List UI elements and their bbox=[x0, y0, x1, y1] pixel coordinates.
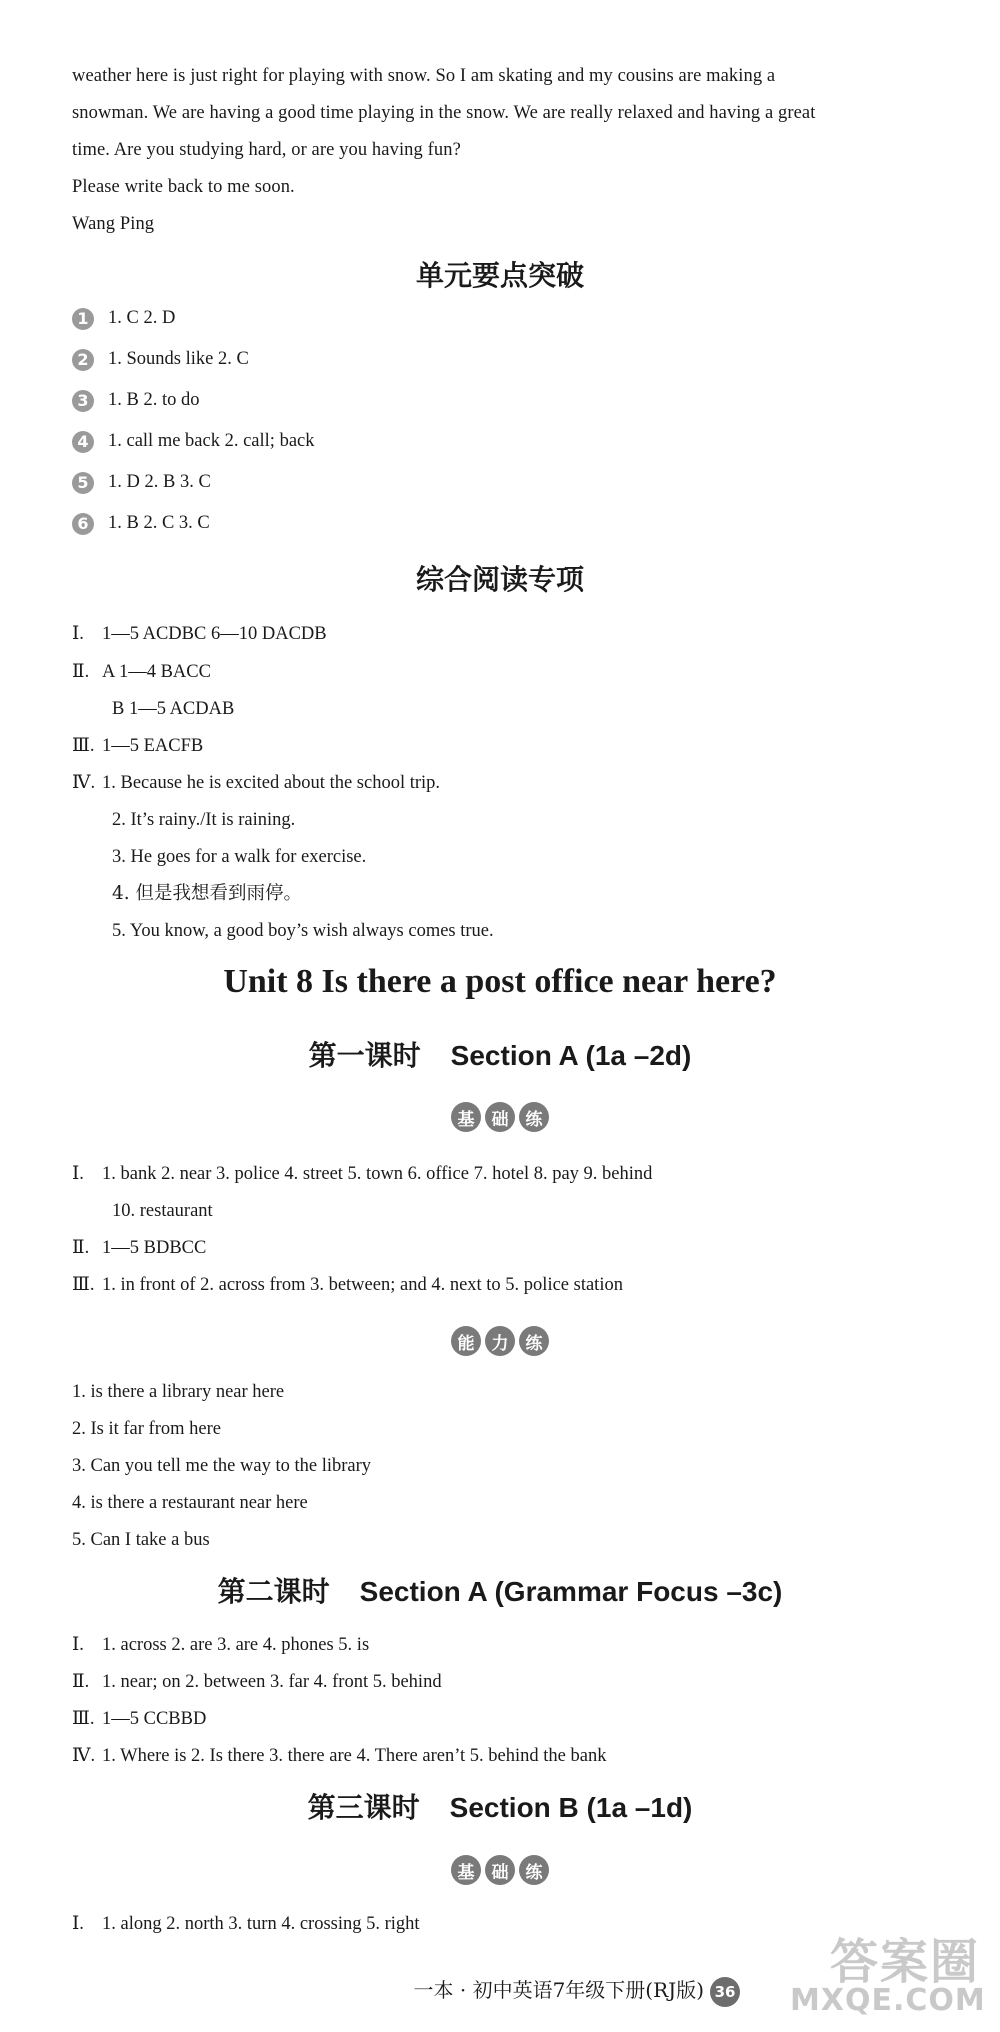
s1-basic-text: 1. bank 2. near 3. police 4. street 5. town 6. office 7. hotel 8. pay 9. behind bbox=[102, 1164, 653, 1184]
reading-line-8 bbox=[112, 882, 302, 906]
reading-text: 3. He goes for a walk for exercise. bbox=[112, 847, 367, 867]
watermark-line-2: MXQE.COM bbox=[790, 1983, 986, 2018]
reading-line-6 bbox=[112, 808, 295, 832]
roman-numeral: Ⅲ. bbox=[72, 1709, 95, 1729]
section-3-title bbox=[0, 1790, 1000, 1827]
section-1-title-en: Section A (1a –2d) bbox=[450, 1040, 692, 1071]
badge-char: 础 bbox=[485, 1102, 515, 1132]
reading-text: 1—5 ACDBC 6—10 DACDB bbox=[102, 624, 327, 644]
reading-line-5 bbox=[72, 771, 440, 795]
s1-basic-line-1 bbox=[72, 1162, 652, 1186]
intro-line-4: Please write back to me soon. bbox=[72, 177, 295, 197]
roman-numeral: Ⅰ. bbox=[72, 1914, 84, 1934]
s3-line-1 bbox=[72, 1912, 420, 1936]
unit-points-title: 单元要点突破 bbox=[415, 259, 584, 292]
unit-point-text: 1. B 2. to do bbox=[108, 390, 200, 410]
reading-line-1 bbox=[72, 622, 327, 646]
unit-point-1 bbox=[72, 306, 175, 330]
number-circle-icon: 5 bbox=[72, 472, 94, 494]
reading-text: 1—5 EACFB bbox=[102, 736, 204, 756]
badge-char: 力 bbox=[485, 1326, 515, 1356]
s2-line-1 bbox=[72, 1633, 369, 1657]
section-2-title-en: Section A (Grammar Focus –3c) bbox=[359, 1576, 783, 1607]
s2-line-2 bbox=[72, 1670, 442, 1694]
unit-title: Unit 8 Is there a post office near here? bbox=[223, 963, 777, 1000]
s2-text: 1. Where is 2. Is there 3. there are 4. There aren’t 5. behind the bank bbox=[102, 1746, 607, 1766]
s3-basic-practice-badge bbox=[0, 1855, 1000, 1885]
roman-numeral: Ⅰ. bbox=[72, 1635, 84, 1655]
basic-practice-badge bbox=[0, 1102, 1000, 1132]
s3-text: 1. along 2. north 3. turn 4. crossing 5. right bbox=[102, 1914, 420, 1934]
reading-line-4 bbox=[72, 734, 203, 758]
s1-basic-line-2 bbox=[112, 1199, 213, 1223]
s1-basic-line-3 bbox=[72, 1236, 206, 1260]
number-circle-icon: 4 bbox=[72, 431, 94, 453]
reading-line-9 bbox=[112, 919, 494, 943]
section-2-title bbox=[0, 1574, 1000, 1611]
unit-point-text: 1. call me back 2. call; back bbox=[108, 431, 315, 451]
intro-line-1: weather here is just right for playing with snow. So I am skating and my cousins are making a bbox=[72, 66, 776, 86]
badge-char: 练 bbox=[519, 1326, 549, 1356]
footer-inner bbox=[414, 1975, 740, 2007]
unit-point-text: 1. D 2. B 3. C bbox=[108, 472, 211, 492]
number-circle-icon: 2 bbox=[72, 349, 94, 371]
unit-point-text: 1. Sounds like 2. C bbox=[108, 349, 249, 369]
footer-book-title: 一本 · 初中英语7年级下册(RJ版) bbox=[413, 1978, 704, 2002]
watermark-logo bbox=[790, 1934, 986, 2030]
section-1-title-cn: 第一课时 bbox=[308, 1039, 421, 1072]
unit-point-text: 1. B 2. C 3. C bbox=[108, 513, 210, 533]
badge-char: 练 bbox=[519, 1855, 549, 1885]
badge-char: 基 bbox=[451, 1855, 481, 1885]
unit-point-5 bbox=[72, 470, 211, 494]
section-3-title-en: Section B (1a –1d) bbox=[449, 1792, 693, 1823]
reading-line-3 bbox=[112, 697, 234, 721]
unit-point-2 bbox=[72, 347, 249, 371]
reading-text: B 1—5 ACDAB bbox=[112, 699, 235, 719]
roman-numeral: Ⅲ. bbox=[72, 736, 95, 756]
unit-point-4 bbox=[72, 429, 315, 453]
s1-ability-line-3: 3. Can you tell me the way to the library bbox=[72, 1456, 372, 1476]
roman-numeral: Ⅳ. bbox=[72, 773, 96, 793]
s2-text: 1. near; on 2. between 3. far 4. front 5. behind bbox=[102, 1672, 442, 1692]
ability-practice-badge bbox=[0, 1326, 1000, 1356]
reading-text: 1. Because he is excited about the school trip. bbox=[102, 773, 441, 793]
number-circle-icon: 6 bbox=[72, 513, 94, 535]
section-3-title-cn: 第三课时 bbox=[307, 1791, 420, 1824]
s1-ability-line-1: 1. is there a library near here bbox=[72, 1382, 285, 1402]
s1-ability-line-2: 2. Is it far from here bbox=[72, 1419, 221, 1439]
roman-numeral: Ⅱ. bbox=[72, 1238, 90, 1258]
s2-line-3 bbox=[72, 1707, 206, 1731]
badge-char: 能 bbox=[451, 1326, 481, 1356]
watermark-line-1: 答案圈 bbox=[829, 1934, 980, 1990]
roman-numeral: Ⅰ. bbox=[72, 1164, 84, 1184]
intro-line-2: snowman. We are having a good time playing in the snow. We are really relaxed and having a great bbox=[72, 103, 816, 123]
roman-numeral: Ⅱ. bbox=[72, 1672, 90, 1692]
section-2-title-cn: 第二课时 bbox=[217, 1575, 330, 1608]
intro-signature: Wang Ping bbox=[72, 214, 155, 234]
s2-line-4 bbox=[72, 1744, 606, 1768]
s1-basic-text: 1—5 BDBCC bbox=[102, 1238, 207, 1258]
s2-text: 1—5 CCBBD bbox=[102, 1709, 207, 1729]
number-circle-icon: 3 bbox=[72, 390, 94, 412]
s1-ability-line-4: 4. is there a restaurant near here bbox=[72, 1493, 308, 1513]
section-1-title bbox=[0, 1038, 1000, 1075]
intro-line-3: time. Are you studying hard, or are you having fun? bbox=[72, 140, 461, 160]
s2-text: 1. across 2. are 3. are 4. phones 5. is bbox=[102, 1635, 370, 1655]
roman-numeral: Ⅳ. bbox=[72, 1746, 96, 1766]
s1-basic-line-4 bbox=[72, 1273, 623, 1297]
unit-point-text: 1. C 2. D bbox=[108, 308, 176, 328]
reading-text: A 1—4 BACC bbox=[102, 662, 211, 682]
s1-basic-text: 10. restaurant bbox=[112, 1201, 213, 1221]
unit-point-6 bbox=[72, 511, 210, 535]
unit-point-3 bbox=[72, 388, 199, 412]
reading-text: 5. You know, a good boy’s wish always comes true. bbox=[112, 921, 494, 941]
roman-numeral: Ⅱ. bbox=[72, 662, 90, 682]
roman-numeral: Ⅲ. bbox=[72, 1275, 95, 1295]
badge-char: 基 bbox=[451, 1102, 481, 1132]
badge-char: 础 bbox=[485, 1855, 515, 1885]
badge-char: 练 bbox=[519, 1102, 549, 1132]
page-number-badge: 36 bbox=[710, 1977, 740, 2007]
s1-ability-line-5: 5. Can I take a bus bbox=[72, 1530, 210, 1550]
number-circle-icon: 1 bbox=[72, 308, 94, 330]
reading-text: 2. It’s rainy./It is raining. bbox=[112, 810, 296, 830]
reading-title: 综合阅读专项 bbox=[415, 563, 584, 596]
reading-text: 4. 但是我想看到雨停。 bbox=[112, 883, 303, 904]
s1-basic-text: 1. in front of 2. across from 3. between; and 4. next to 5. police station bbox=[102, 1275, 623, 1295]
reading-line-2 bbox=[72, 660, 211, 684]
reading-line-7 bbox=[112, 845, 366, 869]
roman-numeral: Ⅰ. bbox=[72, 624, 84, 644]
